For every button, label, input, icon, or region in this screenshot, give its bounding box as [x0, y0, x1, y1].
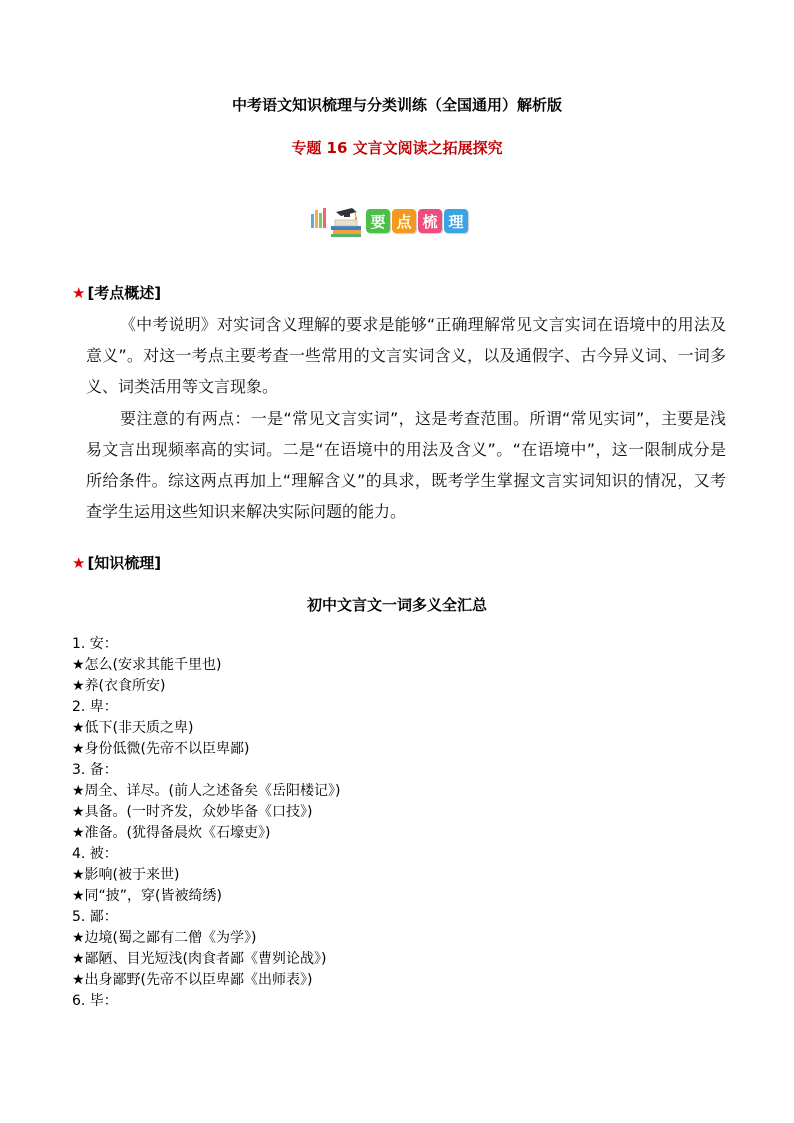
section-heading-label: [考点概述] [87, 284, 162, 302]
section-heading-label: [知识梳理] [87, 554, 162, 572]
document-subtitle: 专题 16 文言文阅读之拓展探究 [291, 139, 503, 157]
polysemy-list [72, 634, 340, 1012]
overview-paragraph-1: 《中考说明》对实词含义理解的要求是能够“正确理解常见文言实词在语境中的用法及意义”。对这一考点主要考查一些常用的文言实词含义，以及通假字、古今异义词、一词多义、词类活用等文言现象。 [86, 315, 726, 396]
list-item: ★鄙陋、目光短浅(肉食者鄙《曹刿论战》) [72, 951, 327, 967]
banner-tile-shu: 梳 [418, 209, 442, 233]
list-item: 5. 鄙： [72, 909, 118, 925]
list-item: ★身份低微(先帝不以臣卑鄙) [72, 741, 250, 757]
list-item: 4. 被： [72, 846, 118, 862]
list-item: 1. 安： [72, 636, 118, 652]
list-item: ★周全、详尽。(前人之述备矣《岳阳楼记》) [72, 783, 341, 799]
list-item: ★具备。(一时齐发，众妙毕备《口技》) [72, 804, 313, 820]
list-item: 2. 卑： [72, 699, 118, 715]
list-item: ★边境(蜀之鄙有二僧《为学》) [72, 930, 257, 946]
list-item: ★怎么(安求其能千里也) [72, 657, 222, 673]
key-points-banner [309, 204, 468, 238]
banner-tile-li: 理 [444, 209, 468, 233]
word-list-title: 初中文言文一词多义全汇总 [306, 596, 487, 614]
document-title: 中考语文知识梳理与分类训练（全国通用）解析版 [231, 96, 562, 114]
banner-tile-dian: 点 [392, 209, 416, 233]
list-item: ★出身鄙野(先帝不以臣卑鄙《出师表》) [72, 972, 313, 988]
list-item: ★低下(非天质之卑) [72, 720, 194, 736]
star-icon: ★ [72, 554, 86, 572]
overview-paragraph-2: 要注意的有两点：一是“常见文言实词”，这是考查范围。所谓“常见实词”，主要是浅易文言出现频率高的实词。二是“在语境中的用法及含义”。“在语境中”，这一限制成分是所给条件。综这两点再加上“理解含义”的具求，既考学生掌握文言实词知识的情况，又考查学生运用这些知识来解决实际问题的能力。 [86, 409, 726, 521]
list-item: ★同“披”，穿(皆被绮绣) [72, 888, 222, 904]
section-heading-knowledge [72, 552, 161, 573]
books-study-icon [309, 204, 363, 238]
list-item: ★影响(被于来世) [72, 867, 180, 883]
list-item: ★养(衣食所安) [72, 678, 166, 694]
star-icon: ★ [72, 284, 86, 302]
banner-tile-yao: 要 [366, 209, 390, 233]
section-heading-overview [72, 282, 161, 303]
list-item: ★准备。(犹得备晨炊《石壕吏》) [72, 825, 271, 841]
list-item: 3. 备： [72, 762, 118, 778]
list-item: 6. 毕： [72, 993, 118, 1009]
